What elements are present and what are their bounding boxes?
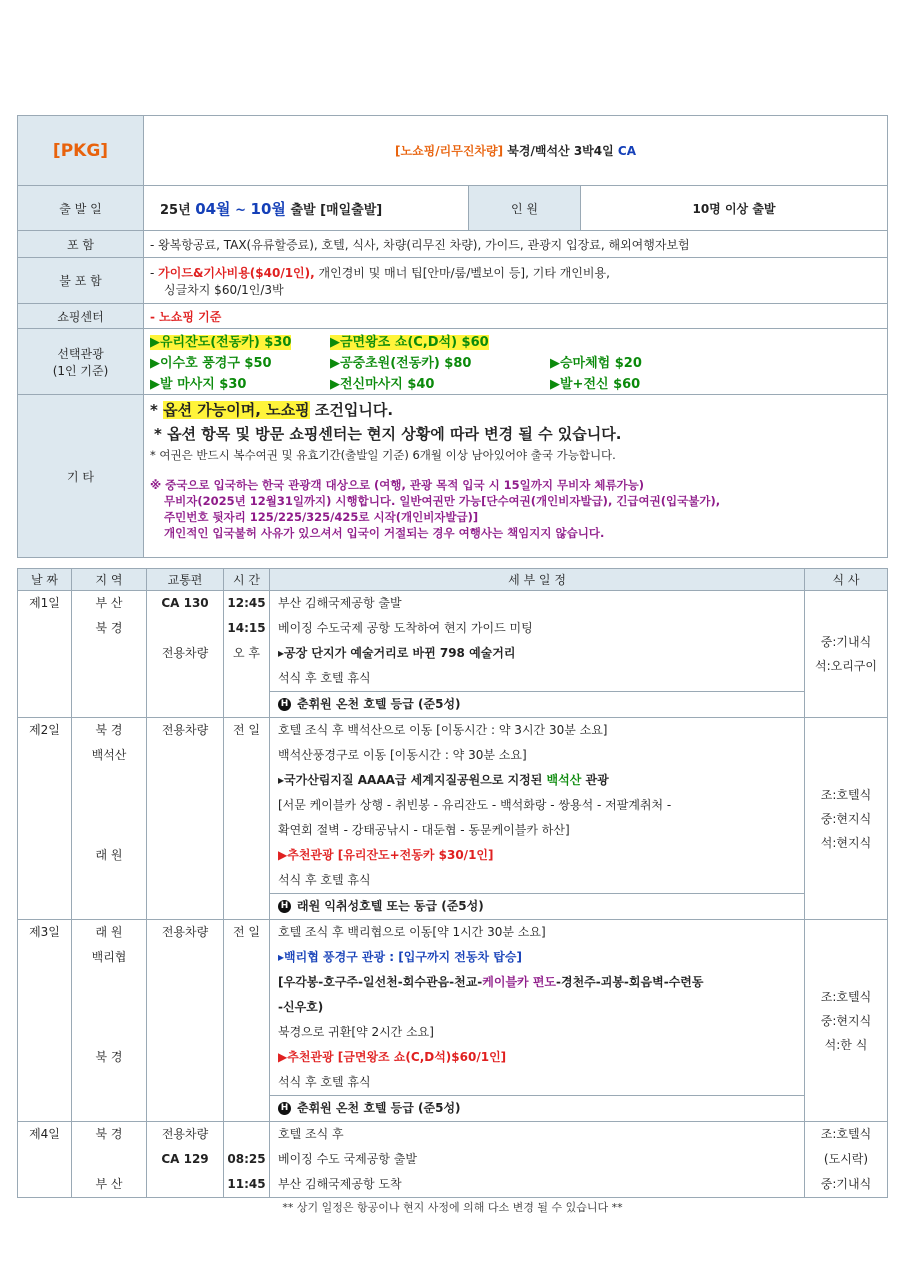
option-item: ▶공중초원(전동카) $80	[330, 356, 472, 371]
shopping-label: 쇼핑센터	[18, 304, 144, 329]
option-list	[144, 329, 888, 395]
option-item: ▶유리잔도(전동카) $30	[150, 335, 292, 350]
include-label: 포 함	[18, 231, 144, 258]
day-row: 제4일 북 경 부 산 전용차량 CA 129 08:25 11:45 호텔 조식 후 베이징 수도 국제공항 출발 부산 김해국제공항 도착 조:호텔식 (도시락) 중:기내식	[18, 1122, 888, 1198]
people-label: 인 원	[469, 186, 581, 231]
option-item: ▶이수호 풍경구 $50	[150, 356, 272, 371]
option-item: ▶승마체험 $20	[550, 356, 642, 371]
exclude-value: - 가이드&기사비용($40/1인), 개인경비 및 매너 팁[안마/룸/벨보이 등], 기타 개인비용, 싱글차지 $60/1인/3박	[144, 258, 888, 304]
col-region: 지 역	[72, 569, 147, 591]
day-row: 제2일 북 경 백석산 래 원 전용차량 전 일 호텔 조식 후 백석산으로 이동 [이동시간 : 약 3시간 30분 소요] 백석산풍경구로 이동 [이동시간 : 약 30분 소요] ▸국가산림지질 AAAA급 세계지질공원으로 지정된 백석산 관광 [서문 케이블카 상행 - 취빈봉 - 유리잔도 - 백석화랑 - 쌍용석 - 저팔계취처 - 확연회 절벽 - 강태공낚시 - 대둔협 - 동문케이블카 하산] ▶추천관광 [유리잔도+전동카 $30/1인] 석식 후 호텔 휴식 H 래원 익취성호텔 또는 동급 (준5성) 조:호텔식 중:현지식 석:현지식	[18, 718, 888, 920]
col-time: 시 간	[224, 569, 270, 591]
day-row: 제1일 부 산 북 경 CA 130 전용차량 12:45 14:15 오 후 부산 김해국제공항 출발 베이징 수도국제 공항 도착하여 현지 가이드 미팅 ▸공장 단지가 예술거리로 바뀐 798 예술거리 석식 후 호텔 휴식 H 춘휘원 온천 호텔 등급 (준5성) 중:기내식 석:오리구이	[18, 591, 888, 718]
package-tag: [PKG]	[18, 116, 144, 186]
shopping-value: - 노쇼핑 기준	[144, 304, 888, 329]
people-value: 10명 이상 출발	[581, 186, 888, 231]
itinerary-document	[17, 115, 888, 1198]
col-meals: 식 사	[805, 569, 888, 591]
departure-value: 25년 04월 ~ 10월 출발 [매일출발]	[144, 186, 469, 231]
etc-label: 기 타	[18, 395, 144, 558]
page-title: [노쇼핑/리무진차량] 북경/백석산 3박4일 CA	[144, 116, 888, 186]
col-date: 날 짜	[18, 569, 72, 591]
option-item: ▶발+전신 $60	[550, 377, 641, 392]
hotel-h-icon: H	[278, 698, 291, 711]
col-transport: 교통편	[147, 569, 224, 591]
option-item: ▶전신마사지 $40	[330, 377, 435, 392]
footer-note: ** 상기 일정은 항공이나 현지 사정에 의해 다소 변경 될 수 있습니다 **	[282, 1201, 623, 1214]
include-value: - 왕복항공료, TAX(유류할증료), 호텔, 식사, 차량(리무진 차량), 가이드, 관광지 입장료, 해외여행자보험	[144, 231, 888, 258]
package-info-table	[17, 115, 888, 558]
col-details: 세 부 일 정	[270, 569, 805, 591]
exclude-label: 불 포 함	[18, 258, 144, 304]
option-item: ▶금면왕조 쇼(C,D석) $60	[330, 335, 489, 350]
day-row: 제3일 래 원 백리협 북 경 전용차량 전 일 호텔 조식 후 백리협으로 이동[약 1시간 30분 소요] ▸백리협 풍경구 관광 : [입구까지 전동차 탑승] [우각봉-호구주-일선천-회수관음-천교-케이블카 편도-경천주-괴봉-회음벽-수련동 -신우호) 북경으로 귀환[약 2시간 소요] ▶추천관광 [금면왕조 쇼(C,D석)$60/1인] 석식 후 호텔 휴식 H 춘휘원 온천 호텔 등급 (준5성) 조:호텔식 중:현지식 석:한 식	[18, 920, 888, 1122]
departure-label: 출 발 일	[18, 186, 144, 231]
schedule-table	[17, 568, 888, 1198]
etc-notes: * 옵션 가능이며, 노쇼핑 조건입니다. * 옵션 항목 및 방문 쇼핑센터는 현지 상황에 따라 변경 될 수 있습니다. * 여권은 반드시 복수여권 및 유효기간(출발일 기준) 6개월 이상 남아있어야 출국 가능합니다. ※ 중국으로 입국하는 한국 관광객 대상으로 (여행, 관광 목적 입국 시 15일까지 무비자 체류가능) 무비자(2025년 12월31일까지) 시행합니다. 일반여권만 가능[단수여권(개인비자발급), 긴급여권(입국불가), 주민번호 뒷자리 125/225/325/425로 시작(개인비자발급)] 개인적인 입국불허 사유가 있으셔서 입국이 거절되는 경우 여행사는 책임지지 않습니다.	[144, 395, 888, 558]
hotel-h-icon: H	[278, 900, 291, 913]
option-label: 선택관광 (1인 기준)	[18, 329, 144, 395]
option-item: ▶발 마사지 $30	[150, 377, 247, 392]
hotel-h-icon: H	[278, 1102, 291, 1115]
